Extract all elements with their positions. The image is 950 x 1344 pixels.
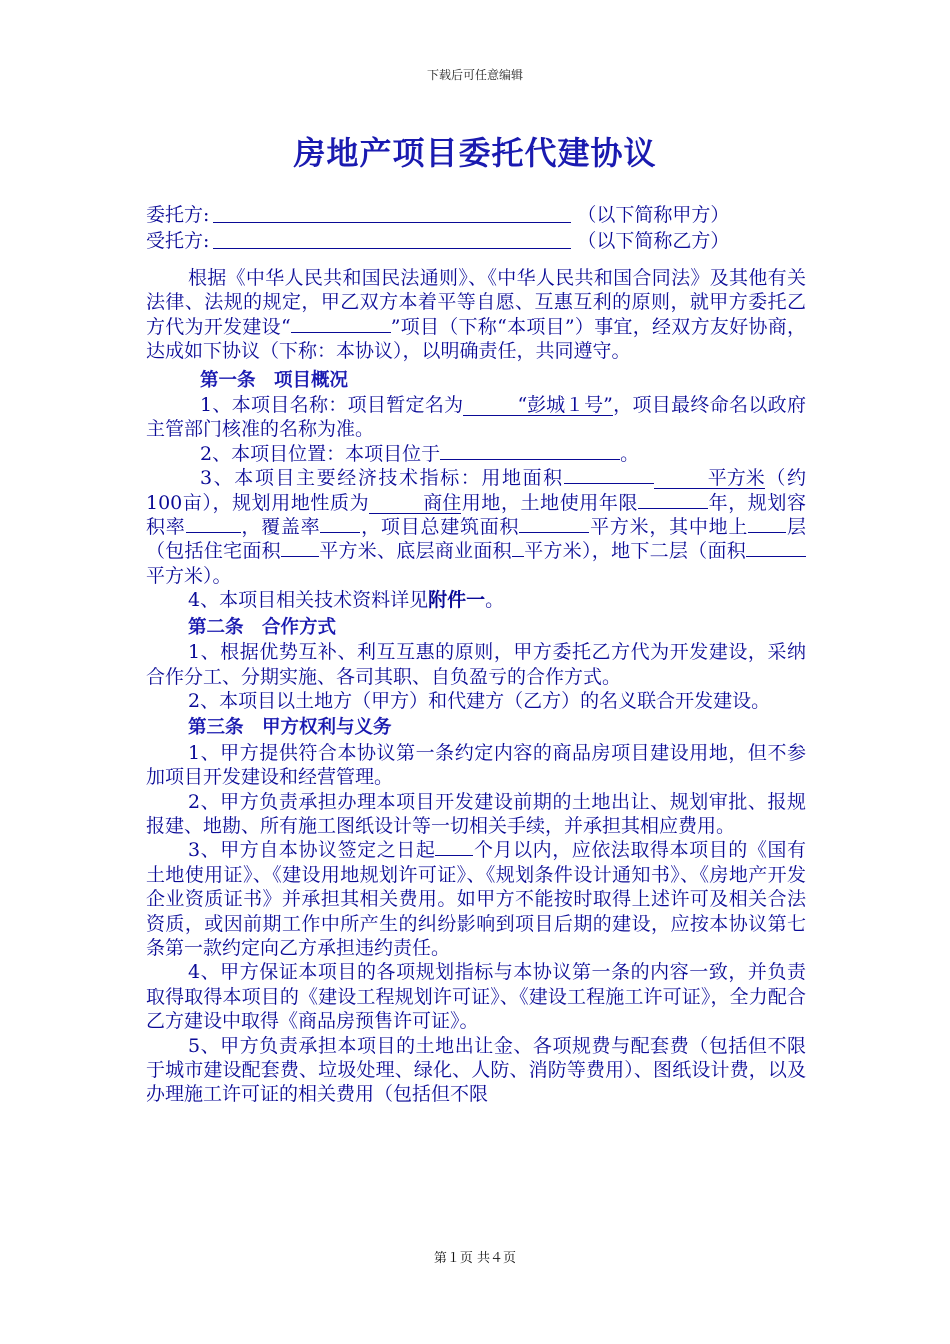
fill-blank <box>213 204 571 223</box>
project-name: “彭城１号” <box>463 395 612 416</box>
clause-text: 平方米）。 <box>146 564 232 587</box>
clause: 1、根据优势互补、利互互惠的原则，甲方委托乙方代为开发建设，采纳合作分工、分期实施、各司其职、自负盈亏的合作方式。 <box>146 641 806 688</box>
party-agent <box>146 226 729 253</box>
clause-text: 年，规划容积率 <box>146 491 806 539</box>
article-3-heading: 第三条 甲方权利与义务 <box>188 717 392 739</box>
quote-mark: “ <box>280 315 291 338</box>
clause-text: 2、本项目位置：本项目位于 <box>200 442 441 465</box>
clause-text: 。 <box>485 589 505 612</box>
clause-text: 。 <box>620 442 640 465</box>
fill-blank <box>213 230 571 249</box>
clause <box>146 393 806 442</box>
clause-text: 4、本项目相关技术资料详见 <box>188 589 429 612</box>
party-client <box>146 200 729 227</box>
fill-blank <box>186 532 241 533</box>
clause <box>146 442 806 466</box>
fill-blank <box>519 532 589 533</box>
article-heading <box>146 364 806 393</box>
fill-blank <box>320 532 360 533</box>
fill-blank <box>281 556 319 557</box>
clause-text: 平方米，其中地上 <box>589 516 749 539</box>
clause-text: ，项目总建筑面积 <box>360 516 520 539</box>
download-note: 下载后可任意编辑 <box>426 68 523 82</box>
preamble-text: 根据《中华人民共和国民法通则》、《中华人民共和国合同法》及其他有关法律、法规的规定，甲乙双方本着平等自愿、互惠互利的原则，就甲方委托乙方代为开发建设 <box>146 267 806 338</box>
fill-blank <box>638 508 708 509</box>
clause-text: 平方米、底层商业面积 <box>318 540 512 563</box>
clause <box>146 466 806 588</box>
clause-text: ，覆盖率 <box>240 516 321 539</box>
clause: 2、甲方负责承担办理本项目开发建设前期的土地出让、规划审批、报规报建、地勘、所有施工图纸设计等一切相关手续，并承担其相应费用。 <box>146 790 806 837</box>
attachment-ref: 附件一 <box>428 589 486 612</box>
clause-text: 1、本项目名称：项目暂定名为 <box>200 394 464 417</box>
page-title: 房地产项目委托代建协议 <box>293 134 657 172</box>
clause <box>146 838 806 960</box>
quote-mark: ” <box>390 315 401 338</box>
fill-blank <box>291 332 391 333</box>
party-suffix: （以下简称乙方） <box>577 230 730 252</box>
preamble-text: 项目（下称“本项目”）事宜，经双方友好协商，达成如下协议（下称：本协议），以明确责任，共同遵守。 <box>146 315 806 363</box>
clause-text: 3、本项目主要经济技术指标：用地面积 <box>200 467 564 490</box>
fill-blank <box>440 459 620 460</box>
fill-blank <box>564 483 654 484</box>
clause-text: 用地，土地使用年限 <box>461 491 639 514</box>
article-2-heading: 第二条 合作方式 <box>188 616 337 638</box>
document-body <box>146 266 806 1107</box>
clause <box>146 588 806 612</box>
party-label: 受托方: <box>146 230 210 252</box>
clause-text: 个月以内，应依法取得本项目的《国有土地使用证》、《建设用地规划许可证》、《规划条件设计通知书》、《房地产开发企业资质证书》并承担其相关费用。如甲方不能按时取得上述许可及相关合法资质，或因前期工作中所产生的纠纷影响到项目后期的建设，应按本协议第七条第一款约定向乙方承担违约责任。 <box>146 839 806 959</box>
party-label: 委托方: <box>146 204 210 226</box>
article-heading <box>146 613 806 640</box>
clause: 1、甲方提供符合本协议第一条约定内容的商品房项目建设用地，但不参加项目开发建设和经营管理。 <box>146 741 806 789</box>
article-heading <box>146 713 806 740</box>
clause-text: 3、甲方自本协议签定之日起 <box>188 839 436 862</box>
clause-text: 平方米），地下二层（面积 <box>523 540 746 563</box>
clause-text: ，项目最终命名以政府主管部门核准的名称为准。 <box>146 394 806 441</box>
article-1-heading: 第一条 项目概况 <box>200 369 349 391</box>
land-use: 商住 <box>369 493 461 514</box>
clause: 2、本项目以土地方（甲方）和代建方（乙方）的名义联合开发建设。 <box>188 689 771 712</box>
fill-blank <box>748 532 786 533</box>
page-footer: 第１页 共４页 <box>433 1251 517 1266</box>
clause-text: （约100亩），规划用地性质为 <box>146 467 806 514</box>
preamble-paragraph <box>146 266 806 364</box>
clause: 5、甲方负责承担本项目的土地出让金、各项规费与配套费（包括但不限于城市建设配套费、垃圾处理、绿化、人防、消防等费用）、图纸设计费，以及办理施工许可证的相关费用（包括但不限 <box>146 1034 806 1106</box>
fill-blank <box>435 855 473 856</box>
clause-text: 层（包括住宅面积 <box>146 516 806 563</box>
fill-blank <box>512 556 524 557</box>
unit-label: 平方米 <box>654 468 765 489</box>
clause: 4、甲方保证本项目的各项规划指标与本协议第一条的内容一致，并负责取得取得本项目的《建设工程规划许可证》、《建设工程施工许可证》，全力配合乙方建设中取得《商品房预售许可证》。 <box>146 961 806 1033</box>
party-suffix: （以下简称甲方） <box>577 204 730 226</box>
fill-blank <box>746 556 806 557</box>
